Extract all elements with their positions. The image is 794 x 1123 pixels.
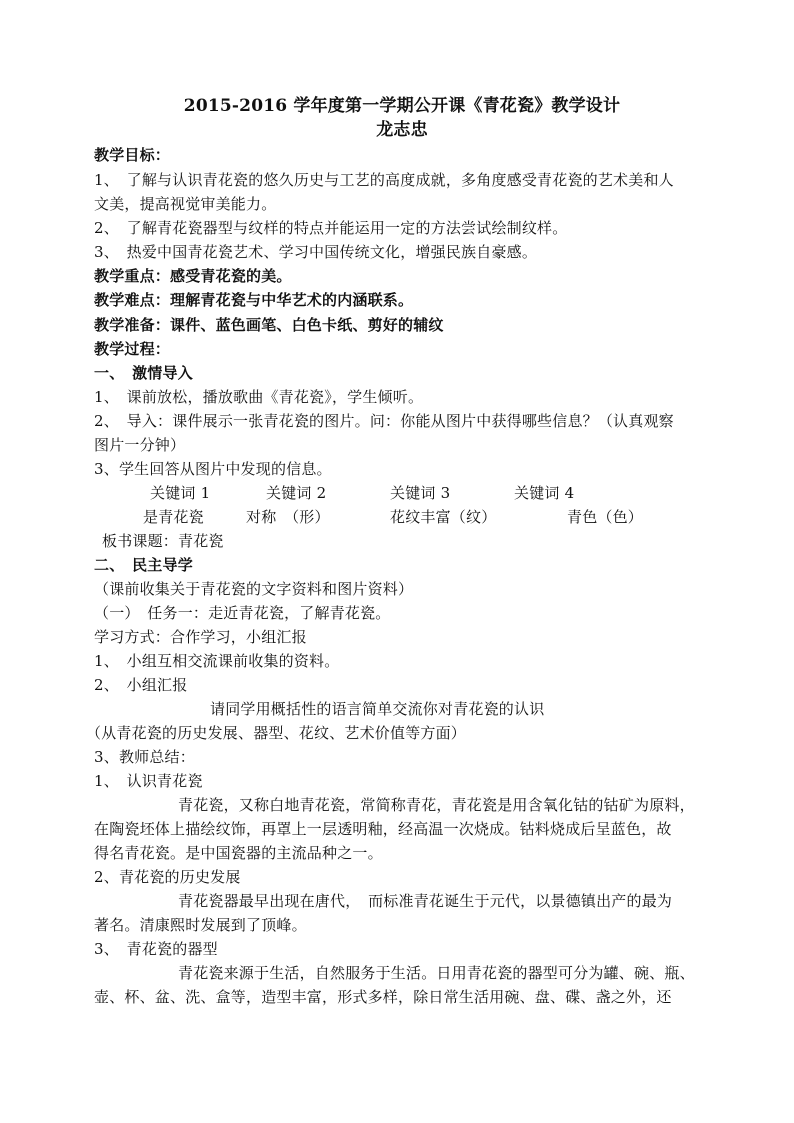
learning-method: 学习方式：合作学习，小组汇报 [94, 628, 307, 646]
keyword-value-1: 是青花瓷 [143, 508, 204, 526]
step-1-3: 3、学生回答从图片中发现的信息。 [94, 460, 332, 478]
step-2-2-scope: （从青花瓷的历史发展、器型、花纹、艺术价值等方面） [86, 724, 467, 742]
doc-title: 2015-2016 学年度第一学期公开课《青花瓷》教学设计 [183, 96, 621, 116]
section-heading-process: 教学过程： [94, 340, 171, 358]
summary-1-line-3: 得名青花瓷。是中国瓷器的主流品种之一。 [94, 844, 383, 862]
teacher-summary: 3、教师总结： [94, 748, 195, 766]
summary-2-line-1: 青花瓷器最早出现在唐代， 而标准青花诞生于元代，以景德镇出产的最为 [178, 892, 673, 910]
section-heading-objectives: 教学目标： [94, 146, 171, 164]
part-2-note: （课前收集关于青花瓷的文字资料和图片资料） [94, 580, 414, 598]
keyword-value-4: 青色（色） [567, 508, 644, 526]
objective-1-line-2: 文美，提高视觉审美能力。 [94, 195, 277, 213]
part-2-heading: 二、 民主导学 [94, 556, 193, 574]
keyword-label-3: 关键词 3 [390, 484, 451, 502]
step-2-1: 1、 小组互相交流课前收集的资料。 [94, 652, 340, 670]
step-2-2: 2、 小组汇报 [94, 676, 188, 694]
summary-3-line-2: 壶、杯、盆、洗、盒等，造型丰富，形式多样，除日常生活用碗、盘、碟、盏之外，还 [94, 988, 672, 1006]
keyword-value-2: 对称 （形） [246, 508, 330, 526]
summary-1-heading: 1、 认识青花瓷 [94, 772, 203, 790]
board-title: 板书课题：青花瓷 [102, 532, 224, 550]
keyword-label-2: 关键词 2 [266, 484, 327, 502]
step-1-2-line-2: 图片一分钟） [94, 436, 186, 454]
part-1-heading: 一、 激情导入 [94, 364, 193, 382]
summary-2-line-2: 著名。清康熙时发展到了顶峰。 [94, 916, 307, 934]
key-point: 教学重点：感受青花瓷的美。 [94, 267, 292, 285]
keyword-label-4: 关键词 4 [514, 484, 575, 502]
summary-3-line-1: 青花瓷来源于生活，自然服务于生活。日用青花瓷的器型可分为罐、碗、瓶、 [178, 964, 695, 982]
summary-1-line-2: 在陶瓷坯体上描绘纹饰，再罩上一层透明釉，经高温一次烧成。钴料烧成后呈蓝色，故 [94, 820, 672, 838]
step-1-2-line-1: 2、 导入：课件展示一张青花瓷的图片。问：你能从图片中获得哪些信息？（认真观察 [94, 412, 674, 430]
objective-1-line-1: 1、 了解与认识青花瓷的悠久历史与工艺的高度成就，多角度感受青花瓷的艺术美和人 [94, 171, 674, 189]
doc-author: 龙志忠 [376, 120, 428, 140]
summary-2-heading: 2、青花瓷的历史发展 [94, 868, 241, 886]
difficult-point: 教学难点：理解青花瓷与中华艺术的内涵联系。 [94, 291, 414, 309]
keyword-value-3: 花纹丰富（纹） [390, 508, 497, 526]
summary-3-heading: 3、 青花瓷的器型 [94, 940, 218, 958]
objective-2: 2、 了解青花瓷器型与纹样的特点并能运用一定的方法尝试绘制纹样。 [94, 219, 568, 237]
step-2-2-prompt: 请同学用概括性的语言简单交流你对青花瓷的认识 [210, 700, 545, 718]
summary-1-line-1: 青花瓷，又称白地青花瓷，常简称青花，青花瓷是用含氧化钴的钴矿为原料， [178, 796, 695, 814]
preparation: 教学准备：课件、蓝色画笔、白色卡纸、剪好的辅纹 [94, 316, 444, 334]
keyword-label-1: 关键词 1 [150, 484, 211, 502]
step-1-1: 1、 课前放松，播放歌曲《青花瓷》，学生倾听。 [94, 388, 424, 406]
objective-3: 3、 热爱中国青花瓷艺术、学习中国传统文化，增强民族自豪感。 [94, 243, 538, 261]
task-1: （一） 任务一：走近青花瓷，了解青花瓷。 [94, 604, 391, 622]
